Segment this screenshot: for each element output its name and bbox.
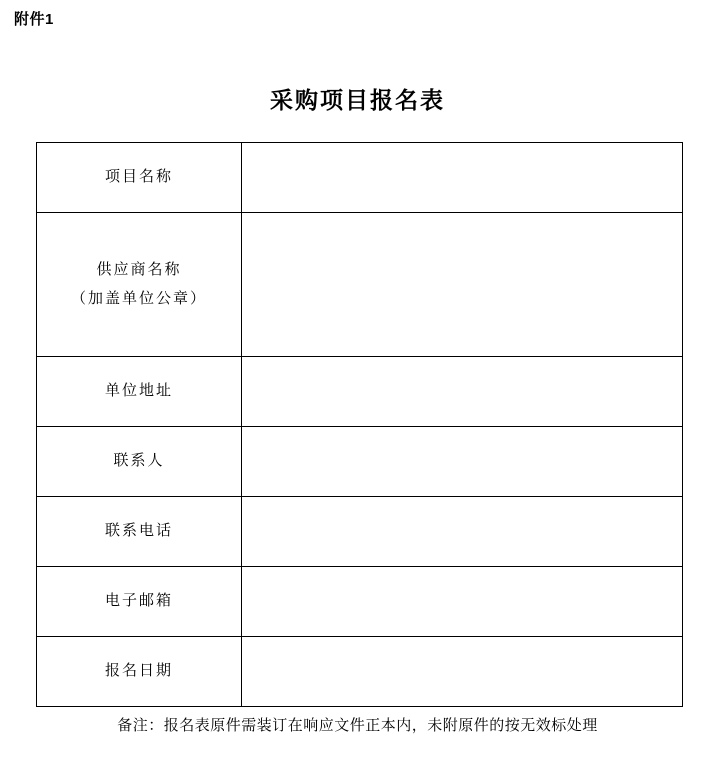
- row-label-cell: [37, 143, 242, 213]
- row-value-cell[interactable]: [242, 357, 683, 427]
- row-label-cell: [37, 637, 242, 707]
- row-value-cell[interactable]: [242, 637, 683, 707]
- attachment-label: 附件1: [14, 11, 54, 28]
- row-value-cell[interactable]: [242, 143, 683, 213]
- row-label: 项目名称: [104, 168, 173, 186]
- row-label: 联系电话: [104, 522, 173, 540]
- page-title: 采购项目报名表: [270, 87, 445, 113]
- row-label-cell: [37, 357, 242, 427]
- table-row: [37, 143, 683, 213]
- table-row: [37, 567, 683, 637]
- form-note: 备注：报名表原件需装订在响应文件正本内，未附原件的按无效标处理: [117, 717, 598, 734]
- row-label-cell: [37, 213, 242, 357]
- row-label: 报名日期: [104, 662, 173, 680]
- row-value-cell[interactable]: [242, 567, 683, 637]
- row-label: 联系人: [113, 452, 165, 470]
- row-value-cell[interactable]: [242, 427, 683, 497]
- row-value-cell[interactable]: [242, 213, 683, 357]
- table-row: [37, 427, 683, 497]
- row-label: 供应商名称: [96, 261, 182, 278]
- row-label: 单位地址: [104, 382, 173, 400]
- row-label-cell: [37, 497, 242, 567]
- table-row: [37, 213, 683, 357]
- row-value-cell[interactable]: [242, 497, 683, 567]
- form-table-body: [37, 143, 683, 707]
- registration-form-table: [36, 142, 683, 707]
- table-row: [37, 637, 683, 707]
- table-row: [37, 497, 683, 567]
- row-label-cell: [37, 427, 242, 497]
- row-label-cell: [37, 567, 242, 637]
- row-sublabel: （加盖单位公章）: [70, 289, 207, 307]
- row-label: 电子邮箱: [104, 592, 173, 610]
- table-row: [37, 357, 683, 427]
